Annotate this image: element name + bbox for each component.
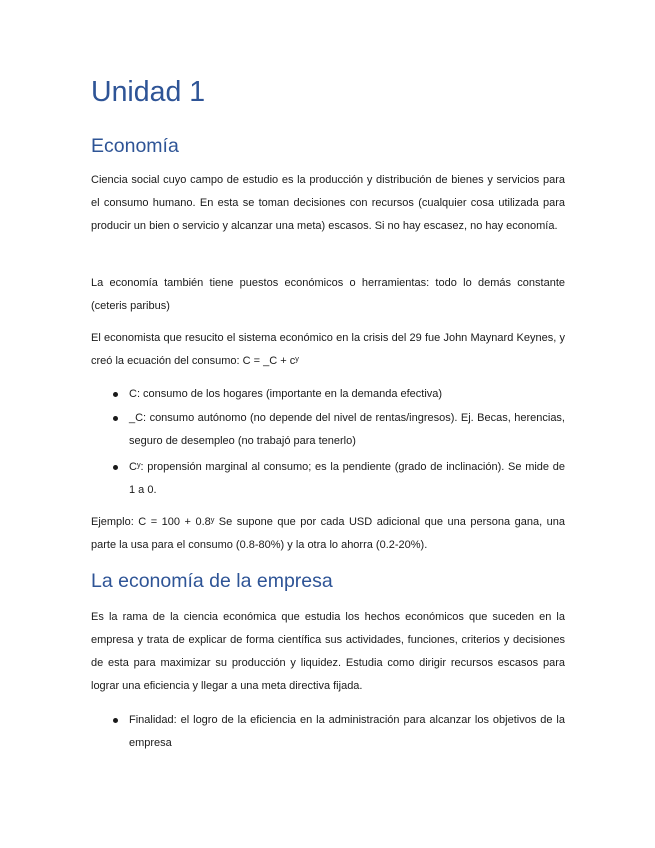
bullet-icon xyxy=(113,465,118,470)
paragraph-definicion-empresa: Es la rama de la ciencia económica que estudia los hechos económicos que suceden en la empresa y trata de explicar de forma científica sus actividades, funciones, criterios y decisiones de esta para maximizar su producción y liquidez. Estudia como dirigir recursos escasos para lograr una eficiencia y llegar a una meta directiva fijada. xyxy=(91,611,565,692)
page-title: Unidad 1 xyxy=(91,76,206,108)
bullet-icon xyxy=(113,416,118,421)
paragraph-keynes: El economista que resucito el sistema económico en la crisis del 29 fue John Maynard Keynes, y creó la ecuación del consumo: C = _C + cʸ xyxy=(91,332,565,367)
paragraph-definicion-economia: Ciencia social cuyo campo de estudio es la producción y distribución de bienes y servicios para el consumo humano. En esta se toman decisiones con recursos (cualquier cosa utilizada para producir un bien o servicio y alcanzar una meta) escasos. Si no hay escasez, no hay economía. xyxy=(91,174,565,232)
list-item xyxy=(129,383,565,406)
section-heading-economia: Economía xyxy=(91,135,179,157)
bullet-icon xyxy=(113,392,118,397)
paragraph-herramientas: La economía también tiene puestos económicos o herramientas: todo lo demás constante (ceteris paribus) xyxy=(91,277,565,312)
list-item-text: _C: consumo autónomo (no depende del nivel de rentas/ingresos). Ej. Becas, herencias, seguro de desempleo (no trabajó para tenerlo) xyxy=(129,412,565,447)
list-item-text: C: consumo de los hogares (importante en la demanda efectiva) xyxy=(129,388,443,400)
paragraph-ejemplo: Ejemplo: C = 100 + 0.8ʸ Se supone que por cada USD adicional que una persona gana, una parte la usa para el consumo (0.8-80%) y la otra lo ahorra (0.2-20%). xyxy=(91,516,565,551)
list-item xyxy=(129,407,565,453)
section-heading-economia-empresa: La economía de la empresa xyxy=(91,570,333,592)
list-item-text: Cʸ: propensión marginal al consumo; es la pendiente (grado de inclinación). Se mide de 1 a 0. xyxy=(129,461,565,496)
list-item-text: Finalidad: el logro de la eficiencia en la administración para alcanzar los objetivos de la empresa xyxy=(129,714,565,749)
list-item xyxy=(129,709,565,755)
list-item xyxy=(129,456,565,502)
bullet-icon xyxy=(113,718,118,723)
